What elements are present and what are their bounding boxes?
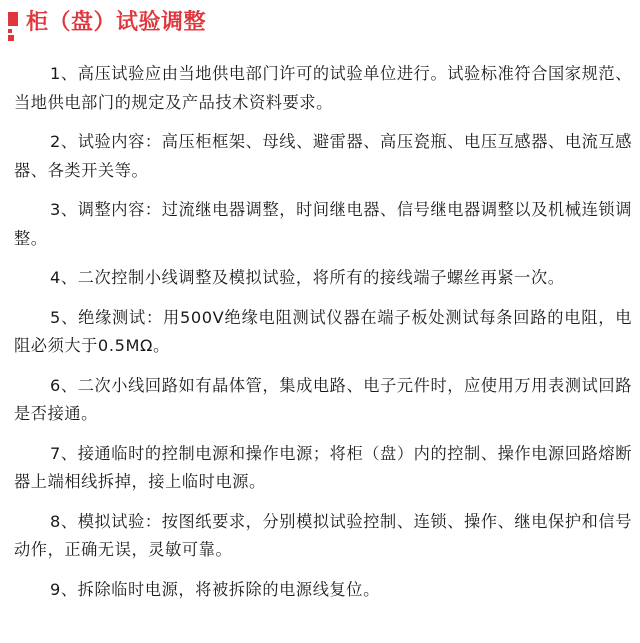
section-header — [0, 0, 640, 44]
paragraph-6: 6、二次小线回路如有晶体管，集成电路、电子元件时，应使用万用表测试回路是否接通。 — [14, 375, 632, 423]
paragraph-9: 9、拆除临时电源，将被拆除的电源线复位。 — [50, 579, 380, 599]
marker-dot — [8, 29, 12, 33]
paragraph-4: 4、二次控制小线调整及模拟试验，将所有的接线端子螺丝再紧一次。 — [50, 268, 565, 287]
paragraph-2: 2、试验内容：高压柜框架、母线、避雷器、高压瓷瓶、电压互感器、电流互感器、各类开关等。 — [14, 132, 632, 180]
article-body — [14, 60, 632, 615]
title-marker-icon — [8, 12, 20, 40]
marker-dot — [8, 35, 14, 41]
page-title: 柜（盘）试验调整 — [26, 10, 207, 35]
paragraph-1: 1、高压试验应由当地供电部门许可的试验单位进行。试验标准符合国家规范、当地供电部门的规定及产品技术资料要求。 — [14, 64, 632, 112]
paragraph-3: 3、调整内容：过流继电器调整，时间继电器、信号继电器调整以及机械连锁调整。 — [14, 200, 632, 248]
paragraph-5: 5、绝缘测试：用500V绝缘电阻测试仪器在端子板处测试每条回路的电阻，电阻必须大于0.5MΩ。 — [14, 307, 632, 355]
paragraph-7: 7、接通临时的控制电源和操作电源；将柜（盘）内的控制、操作电源回路熔断器上端相线拆掉，接上临时电源。 — [14, 443, 632, 491]
paragraph-8: 8、模拟试验：按图纸要求，分别模拟试验控制、连锁、操作、继电保护和信号动作，正确无误，灵敏可靠。 — [14, 511, 632, 559]
marker-block — [8, 12, 18, 26]
